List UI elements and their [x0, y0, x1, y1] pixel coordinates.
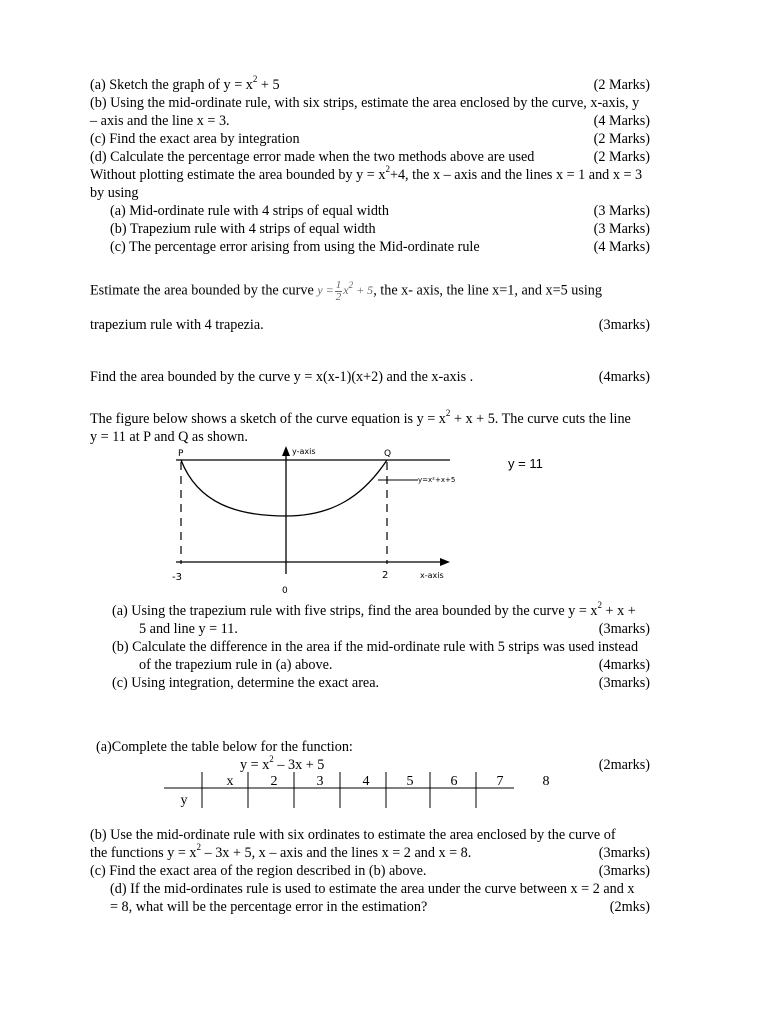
q6-intro: (a)Complete the table below for the function: $y = x^2 - 3x + 5$ (2marks) [96, 739, 650, 773]
q6-part-b: (b) Use the mid-ordinate rule with six ordinates to estimate the area enclosed by the curve of [90, 827, 616, 843]
marks: (2 Marks) [593, 149, 650, 165]
tick-label-minus3: -3 [172, 572, 182, 583]
question-sheet [90, 76, 650, 446]
q5-intro-cont: y = 11 at P and Q as shown. [90, 429, 248, 445]
table-y-label: y [180, 793, 188, 808]
marks: (2mks) [609, 899, 650, 915]
q2-part-b: (b) Trapezium rule with 4 strips of equal width (3 Marks) [110, 221, 650, 237]
q3-line1: Estimate the area bounded by the curve y = $\frac{1}{2}$ $x^2 + 5$, the x- axis, the line x=1, and x=5 using [90, 279, 602, 303]
q5-parts [112, 602, 650, 692]
equation: y = $\frac{1}{2}$ $x^2 + 5$ [317, 279, 374, 303]
q2-intro-cont: by using [90, 185, 139, 201]
table-x-label: x [226, 774, 234, 789]
q2-part-a: (a) Mid-ordinate rule with 4 strips of equal width (3 Marks) [110, 203, 650, 219]
q3-line2: trapezium rule with 4 trapezia. (3marks) [90, 317, 650, 333]
curve-sketch-figure [168, 444, 458, 594]
q1-part-c: (c) Find the exact area by integration (2 Marks) [90, 131, 650, 147]
marks: (2 Marks) [593, 131, 650, 147]
marks: (3 Marks) [593, 221, 650, 237]
marks: (4marks) [598, 369, 650, 385]
table-x-value: 7 [496, 774, 504, 789]
marks: (3marks) [598, 621, 650, 637]
q1-part-b: (b) Using the mid-ordinate rule, with six strips, estimate the area enclosed by the curve, x-axis, y [90, 95, 640, 111]
tick-label-2: 2 [382, 570, 389, 581]
q6-part-c: (c) Find the exact area of the region described in (b) above. (3marks) [90, 863, 650, 879]
q5-part-c: (c) Using integration, determine the exact area. (3marks) [112, 675, 650, 691]
table-x-value: 2 [270, 774, 278, 789]
q5-part-a-cont: 5 and line y = 11. (3marks) [139, 621, 650, 637]
x-axis-arrow [440, 558, 450, 566]
parabola-curve [181, 460, 387, 516]
marks: (4 Marks) [593, 239, 650, 255]
table-x-value: 6 [450, 774, 458, 789]
q5-intro: The figure below shows a sketch of the curve equation is $y = x^2 + x + 5$. The curve cuts the line [90, 408, 631, 427]
marks: (3marks) [598, 845, 650, 861]
q6-part-b-cont: the functions $y = x^2 - 3x + 5$, x – axis and the lines x = 2 and x = 8. (3marks) [90, 842, 650, 861]
marks: (4marks) [598, 657, 650, 673]
q5-part-b: (b) Calculate the difference in the area if the mid-ordinate rule with 5 strips was used instead [112, 639, 639, 655]
fraction: $\frac{1}{2}$ [335, 279, 342, 303]
label-x-axis: x-axis [420, 571, 444, 580]
marks: (3marks) [598, 317, 650, 333]
marks: (2 Marks) [593, 77, 650, 93]
marks: (3 Marks) [593, 203, 650, 219]
q2-intro: Without plotting estimate the area bounded by $y = x^2+4$, the x – axis and the lines x = 1 and x = 3 [90, 164, 643, 183]
q5-part-a: (a) Using the trapezium rule with five strips, find the area bounded by the curve $y = x^2 + x$ + [112, 600, 636, 619]
table-x-value: 3 [316, 774, 324, 789]
q5-part-b-cont: of the trapezium rule in (a) above. (4marks) [139, 657, 650, 673]
q1-part-a: (a) Sketch the graph of $y = x^2 + 5$ (2 Marks) [90, 74, 650, 93]
q6-function: $y = x^2 - 3x + 5$ (2marks) [240, 754, 650, 773]
marks: (2marks) [598, 757, 650, 773]
value-table [164, 772, 564, 812]
label-y11: y = 11 [508, 456, 543, 471]
q6-parts [90, 826, 650, 916]
label-curve: y=x²+x+5 [418, 476, 456, 484]
label-p: P [178, 449, 184, 459]
marks: (3marks) [598, 675, 650, 691]
q2-part-c: (c) The percentage error arising from using the Mid-ordinate rule (4 Marks) [110, 239, 650, 255]
label-y-axis: y-axis [292, 447, 316, 456]
q4: Find the area bounded by the curve y = x(x-1)(x+2) and the x-axis . (4marks) [90, 369, 650, 385]
tick-label-origin: 0 [282, 586, 288, 594]
table-x-value: 4 [362, 774, 370, 789]
q1-part-d: (d) Calculate the percentage error made when the two methods above are used (2 Marks) [90, 149, 650, 165]
y-axis-arrow [282, 446, 290, 456]
q1-part-b-cont: – axis and the line x = 3. (4 Marks) [90, 113, 650, 129]
table-x-value: 8 [542, 774, 550, 789]
label-q: Q [384, 449, 392, 459]
marks: (3marks) [598, 863, 650, 879]
q6-part-d-cont: = 8, what will be the percentage error in the estimation? (2mks) [110, 899, 650, 915]
table-x-value: 5 [406, 774, 414, 789]
marks: (4 Marks) [593, 113, 650, 129]
q6-part-d: (d) If the mid-ordinates rule is used to estimate the area under the curve between x = 2 and x [110, 881, 635, 897]
